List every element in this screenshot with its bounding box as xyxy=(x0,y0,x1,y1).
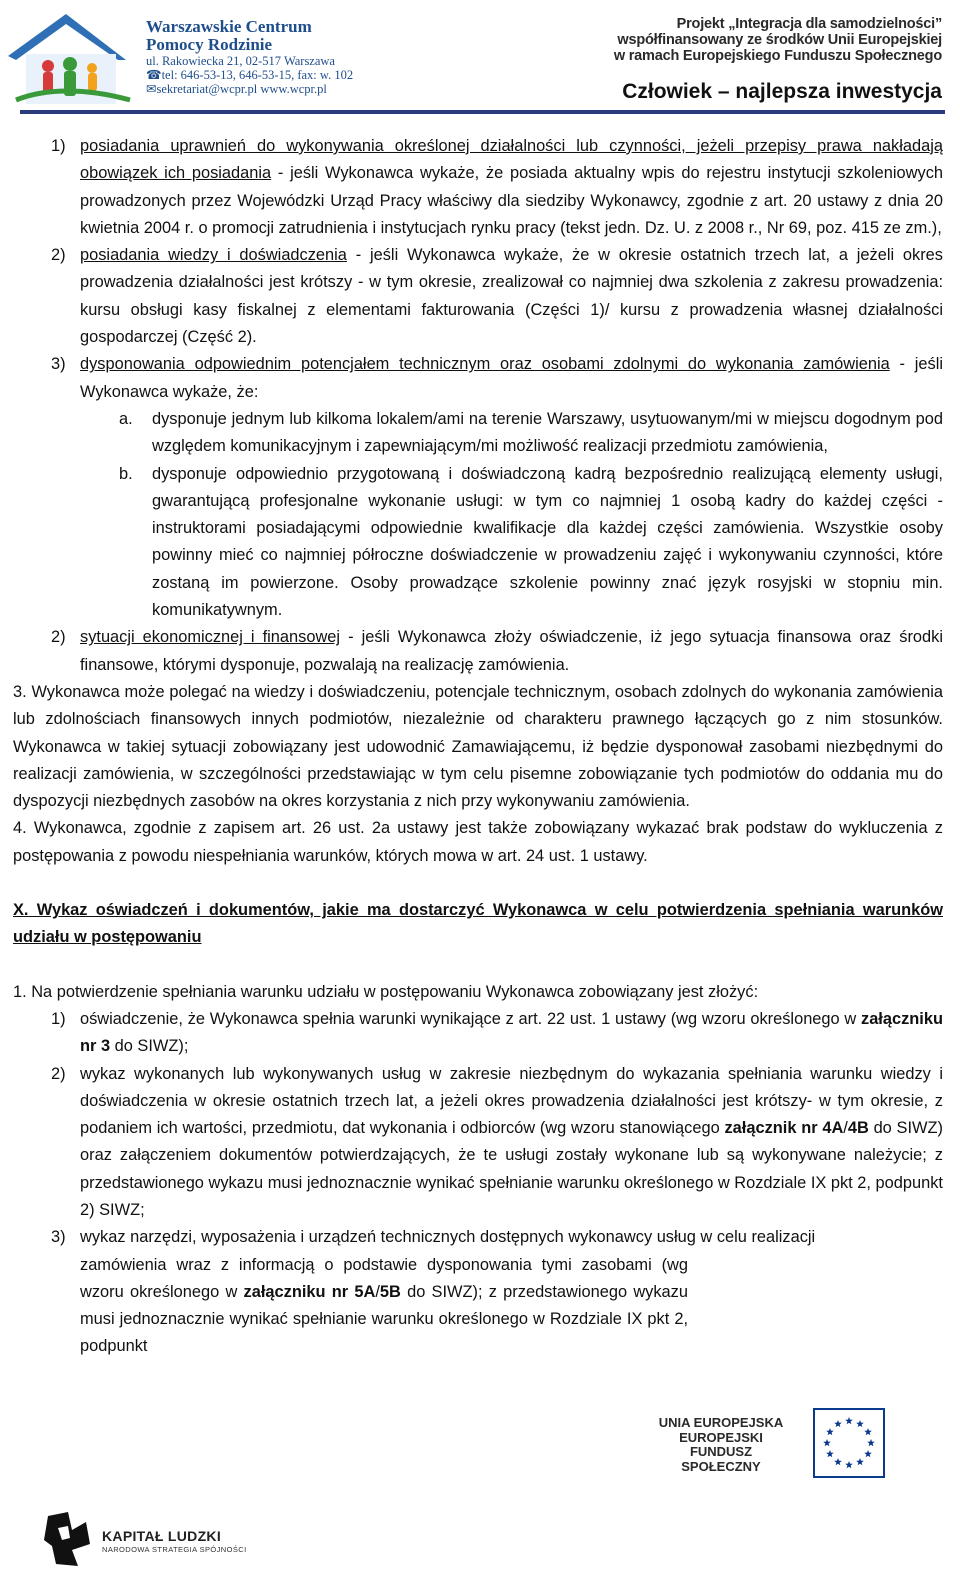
org-phones: ☎tel: 646-53-13, 646-53-15, fax: w. 102 xyxy=(146,67,354,82)
page-header xyxy=(0,0,960,118)
project-slogan: Człowiek – najlepsza inwestycja xyxy=(622,80,942,103)
list-item: 2) sytuacji ekonomicznej i finansowej - jeśli Wykonawca złoży oświadczenie, iż jego sytuacja finansowa oraz środki finansowe, którymi dysponuje, pozwalają na realizację zamówienia. xyxy=(51,628,943,674)
document-body xyxy=(13,133,943,1361)
eu-logo-line2: EUROPEJSKI xyxy=(679,1429,763,1445)
list-item: 2) posiadania wiedzy i doświadczenia - jeśli Wykonawca wykaże, że w okresie ostatnich trzech lat, a jeżeli okres prowadzenia działalności jest krótszy - w tym okresie, zrealizował co najmniej dwa szkolenia z zakresu prowadzenia: kursu obsługi kasy fiskalnej z elementami fakturowania (Części 1)/ kursu z prowadzenia własnej działalności gospodarczej (Część 2). xyxy=(51,246,943,347)
org-email-web: ✉sekretariat@wcpr.pl www.wcpr.pl xyxy=(146,81,327,96)
eu-logo-line3: FUNDUSZ SPOŁECZNY xyxy=(681,1444,761,1474)
org-name-line2: Pomocy Rodzinie xyxy=(146,34,273,54)
org-name-line1: Warszawskie Centrum xyxy=(146,17,312,36)
list-item: 2) wykaz wykonanych lub wykonywanych usług w zakresie niezbędnym do wykazania spełniania warunku wiedzy i doświadczenia w okresie ostatnich trzech lat, a jeżeli okres prowadzenia działalności jest krótszy- w tym okresie, z podaniem ich wartości, przedmiotu, dat wykonania i odbiorców (wg wzoru stanowiącego załącznik nr 4A/4B do SIWZ) oraz załączeniem dokumentów potwierdzających, że te usługi zostały wykonane lub są wykonywane należycie; z przedstawionego wykazu musi jednoznacznie wynikać spełnianie warunku określonego w Rozdziale IX pkt 2, podpunkt 2) SIWZ; xyxy=(51,1064,943,1219)
project-line2: współfinansowany ze środków Unii Europejskiej xyxy=(617,32,942,48)
kapital-ludzki-logo xyxy=(42,1510,272,1570)
project-line3: w ramach Europejskiego Funduszu Społecznego xyxy=(613,48,942,64)
paragraph: 1. Na potwierdzenie spełniania warunku udziału w postępowaniu Wykonawca zobowiązany jest złożyć: xyxy=(13,982,759,1001)
kl-title: KAPITAŁ LUDZKI xyxy=(102,1528,222,1544)
phone-icon: ☎ xyxy=(146,67,162,82)
eu-logo xyxy=(655,1408,875,1486)
wcpr-house-logo xyxy=(6,8,136,108)
paragraph: 3. Wykonawca może polegać na wiedzy i doświadczeniu, potencjale technicznym, osobach zdolnych do wykonania zamówienia lub zdolnościach finansowych innych podmiotów, niezależnie od charakteru prawnego łączących go z nim stosunków. Wykonawca w takiej sytuacji zobowiązany jest udowodnić Zamawiającemu, iż będzie dysponował zasobami niezbędnymi do realizacji zamówienia, w szczególności przedstawiając w tym celu pisemne zobowiązanie tych podmiotów do oddania mu do dyspozycji niezbędnych zasobów na okres korzystania z nich przy wykonywaniu zamówienia. xyxy=(13,682,943,811)
mail-icon: ✉ xyxy=(146,81,157,96)
organization-info xyxy=(146,18,353,96)
eu-logo-line1: UNIA EUROPEJSKA xyxy=(658,1415,784,1430)
kl-subtitle: NARODOWA STRATEGIA SPÓJNOŚCI xyxy=(102,1545,247,1554)
kapital-ludzki-icon xyxy=(42,1510,94,1568)
eu-flag-icon xyxy=(813,1408,885,1478)
project-line1: Projekt „Integracja dla samodzielności” xyxy=(676,16,942,32)
section-heading: X. Wykaz oświadczeń i dokumentów, jakie ma dostarczyć Wykonawca w celu potwierdzenia spełniania warunków udziału w postępowaniu xyxy=(13,901,943,947)
project-info xyxy=(614,16,942,64)
sub-list-item: a. dysponuje jednym lub kilkoma lokalem/ami na terenie Warszawy, usytuowanym/mi w miejscu dogodnym pod względem komunikacyjnym i zapewniającym/mi możliwość realizacji przedmiotu zamówienia, xyxy=(119,409,943,456)
list-item: 3) dysponowania odpowiednim potencjałem technicznym oraz osobami zdolnymi do wykonania zamówienia - jeśli Wykonawca wykaże, że: xyxy=(51,355,943,401)
list-item: 1) oświadczenie, że Wykonawca spełnia warunki wynikające z art. 22 ust. 1 ustawy (wg wzoru określonego w załączniku nr 3 do SIWZ); xyxy=(51,1009,943,1056)
list-item: 3) wykaz narzędzi, wyposażenia i urządzeń technicznych dostępnych wykonawcy usług w celu realizacji zamówienia wraz z informacją o podstawie dysponowania tymi zasobami (wg wzoru określonego w załączniku nr 5A/5B do SIWZ); z przedstawionego wykazu musi jednoznacznie wynikać spełnianie warunku określonego w Rozdziale IX pkt 2, podpunkt xyxy=(13,1224,943,1360)
wrapped-text: zamówienia wraz z informacją o podstawie dysponowania tymi zasobami (wg wzoru określonego w załączniku nr 5A/5B do SIWZ); z przedstawionego wykazu musi jednoznacznie wynikać spełnianie warunku określonego w Rozdziale IX pkt 2, podpunkt xyxy=(80,1255,688,1356)
header-divider xyxy=(20,110,945,114)
org-address: ul. Rakowiecka 21, 02-517 Warszawa xyxy=(146,53,335,68)
sub-list-item: b. dysponuje odpowiednio przygotowaną i doświadczoną kadrą bezpośrednio realizującą elementy usługi, gwarantującą profesjonalne wykonanie usługi: w tym co najmniej 1 osobą kadry do każdej części - instruktorami posiadającymi odpowiednie kwalifikacje dla każdej części zamówienia. Wszystkie osoby powinny mieć co najmniej półroczne doświadczenie w prowadzeniu zajęć i wykonywaniu czynności, które zostaną im powierzone. Osoby prowadzące szkolenie powinny znać język rosyjski w stopniu min. komunikatywnym. xyxy=(119,464,943,620)
list-item: 1) posiadania uprawnień do wykonywania określonej działalności lub czynności, jeżeli przepisy prawa nakładają obowiązek ich posiadania - jeśli Wykonawca wykaże, że posiada aktualny wpis do rejestru instytucji szkoleniowych prowadzonych przez Wojewódzki Urząd Pracy właściwy dla siedziby Wykonawcy, zgodnie z art. 20 ustawy z dnia 20 kwietnia 2004 r. o promocji zatrudnienia i instytucjach rynku pracy (tekst jedn. Dz. U. z 2008 r., Nr 69, poz. 415 ze zm.), xyxy=(51,137,944,237)
paragraph: 4. Wykonawca, zgodnie z zapisem art. 26 ust. 2a ustawy jest także zobowiązany wykazać brak podstaw do wykluczenia z postępowania z powodu niespełniania warunków, których mowa w art. 24 ust. 1 ustawy. xyxy=(13,819,943,865)
